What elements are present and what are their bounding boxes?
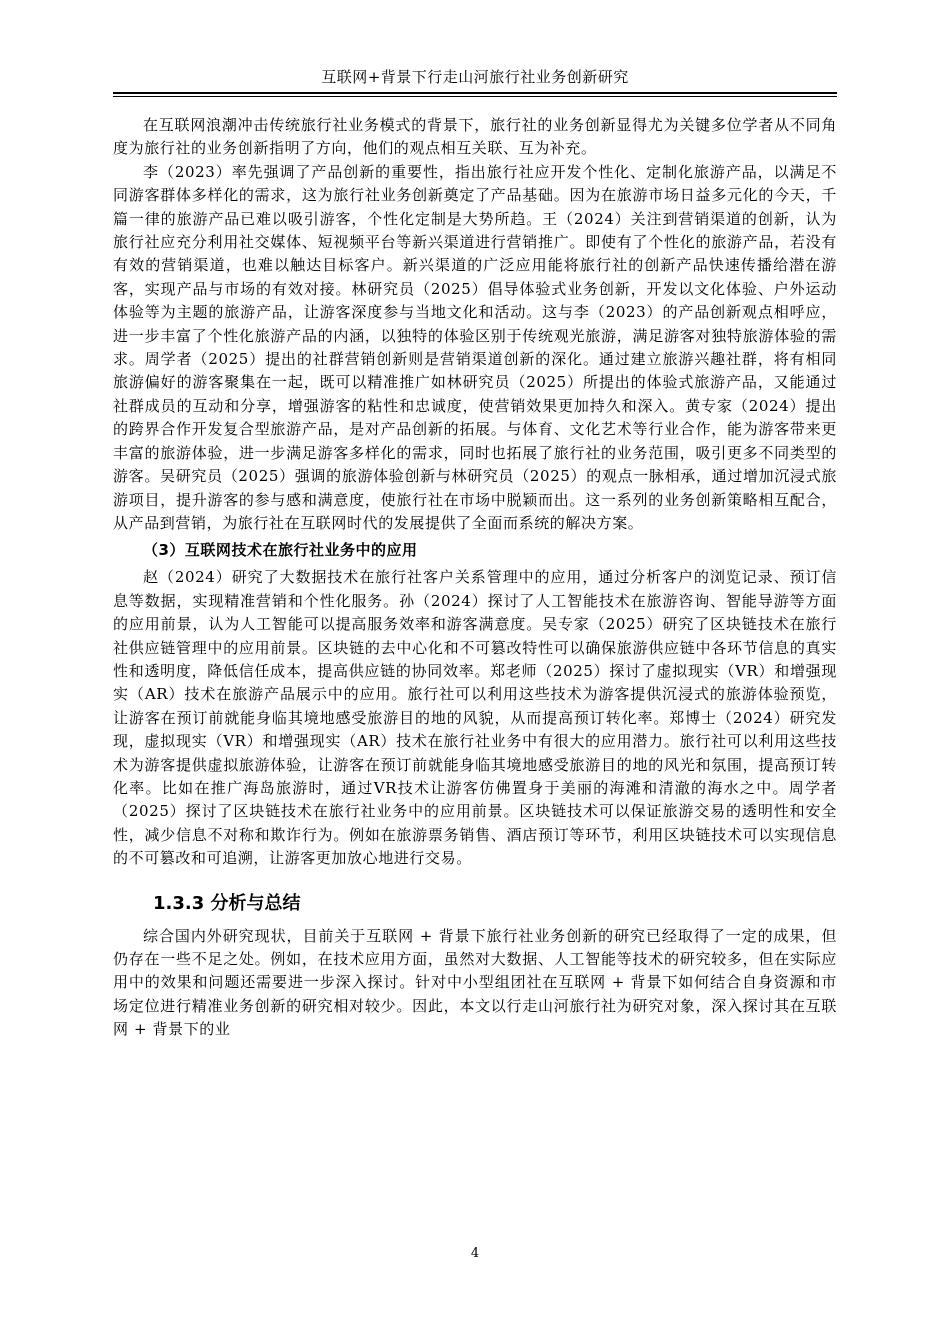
section-heading-analysis-summary: 1.3.3 分析与总结 — [153, 892, 301, 914]
paragraph-tech-application: 赵（2024）研究了大数据技术在旅行社客户关系管理中的应用，通过分析客户的浏览记录、预订信息等数据，实现精准营销和个性化服务。孙（2024）探讨了人工智能技术在旅游咨询、智能导游等方面的应用前景，认为人工智能可以提高服务效率和游客满意度。吴专家（2025）研究了区块链技术在旅行社供应链管理中的应用前景。区块链的去中心化和不可篡改特性可以确保旅游供应链中各环节信息的真实性和透明度，降低信任成本，提高供应链的协同效率。郑老师（2025）探讨了虚拟现实（VR）和增强现实（AR）技术在旅游产品展示中的应用。旅行社可以利用这些技术为游客提供沉浸式的旅游体验预览，让游客在预订前就能身临其境地感受旅游目的地的风貌，从而提高预订转化率。郑博士（2024）研究发现，虚拟现实（VR）和增强现实（AR）技术在旅行社业务中有很大的应用潜力。旅行社可以利用这些技术为游客提供虚拟旅游体验，让游客在预订前就能身临其境地感受旅游目的地的风光和氛围，提高预订转化率。比如在推广海岛旅游时，通过VR技术让游客仿佛置身于美丽的海滩和清澈的海水之中。周学者（2025）探讨了区块链技术在旅行社业务中的应用前景。区块链技术可以保证旅游交易的透明性和安全性，减少信息不对称和欺诈行为。例如在旅游票务销售、酒店预订等环节，利用区块链技术可以实现信息的不可篡改和可追溯，让游客更加放心地进行交易。 — [113, 568, 837, 868]
paragraph-intro: 在互联网浪潮冲击传统旅行社业务模式的背景下，旅行社的业务创新显得尤为关键多位学者从不同角度为旅行社的业务创新指明了方向，他们的观点相互关联、互为补充。 — [113, 116, 837, 158]
page-number: 4 — [470, 1246, 480, 1261]
subheading-internet-tech: （3）互联网技术在旅行社业务中的应用 — [143, 541, 418, 560]
body-text — [113, 114, 837, 1042]
header-rule-thin — [113, 96, 837, 97]
paragraph-business-innovation: 李（2023）率先强调了产品创新的重要性，指出旅行社应开发个性化、定制化旅游产品，以满足不同游客群体多样化的需求，这为旅行社业务创新奠定了产品基础。因为在旅游市场日益多元化的今天，千篇一律的旅游产品已难以吸引游客，个性化定制是大势所趋。王（2024）关注到营销渠道的创新，认为旅行社应充分利用社交媒体、短视频平台等新兴渠道进行营销推广。即使有了个性化的旅游产品，若没有有效的营销渠道，也难以触达目标客户。新兴渠道的广泛应用能将旅行社的创新产品快速传播给潜在游客，实现产品与市场的有效对接。林研究员（2025）倡导体验式业务创新，开发以文化体验、户外运动体验等为主题的旅游产品，让游客深度参与当地文化和活动。这与李（2023）的产品创新观点相呼应，进一步丰富了个性化旅游产品的内涵，以独特的体验区别于传统观光旅游，满足游客对独特旅游体验的需求。周学者（2025）提出的社群营销创新则是营销渠道创新的深化。通过建立旅游兴趣社群，将有相同旅游偏好的游客聚集在一起，既可以精准推广如林研究员（2025）所提出的体验式旅游产品，又能通过社群成员的互动和分享，增强游客的粘性和忠诚度，使营销效果更加持久和深入。黄专家（2024）提出的跨界合作开发复合型旅游产品，是对产品创新的拓展。与体育、文化艺术等行业合作，能为游客带来更丰富的旅游体验，进一步满足游客多样化的需求，同时也拓展了旅行社的业务范围，吸引更多不同类型的游客。吴研究员（2025）强调的旅游体验创新与林研究员（2025）的观点一脉相承，通过增加沉浸式旅游项目，提升游客的参与感和满意度，使旅行社在市场中脱颖而出。这一系列的业务创新策略相互配合，从产品到营销，为旅行社在互联网时代的发展提供了全面而系统的解决方案。 — [113, 162, 837, 532]
header-rule-thick — [113, 92, 837, 94]
running-header: 互联网+背景下行走山河旅行社业务创新研究 — [321, 68, 629, 86]
paragraph-summary: 综合国内外研究现状，目前关于互联网 + 背景下旅行社业务创新的研究已经取得了一定的成果，但仍存在一些不足之处。例如，在技术应用方面，虽然对大数据、人工智能等技术的研究较多，但在实际应用中的效果和问题还需要进一步深入探讨。针对中小型组团社在互联网 + 背景下如何结合自身资源和市场定位进行精准业务创新的研究相对较少。因此，本文以行走山河旅行社为研究对象，深入探讨其在互联网 + 背景下的业 — [113, 926, 837, 1039]
